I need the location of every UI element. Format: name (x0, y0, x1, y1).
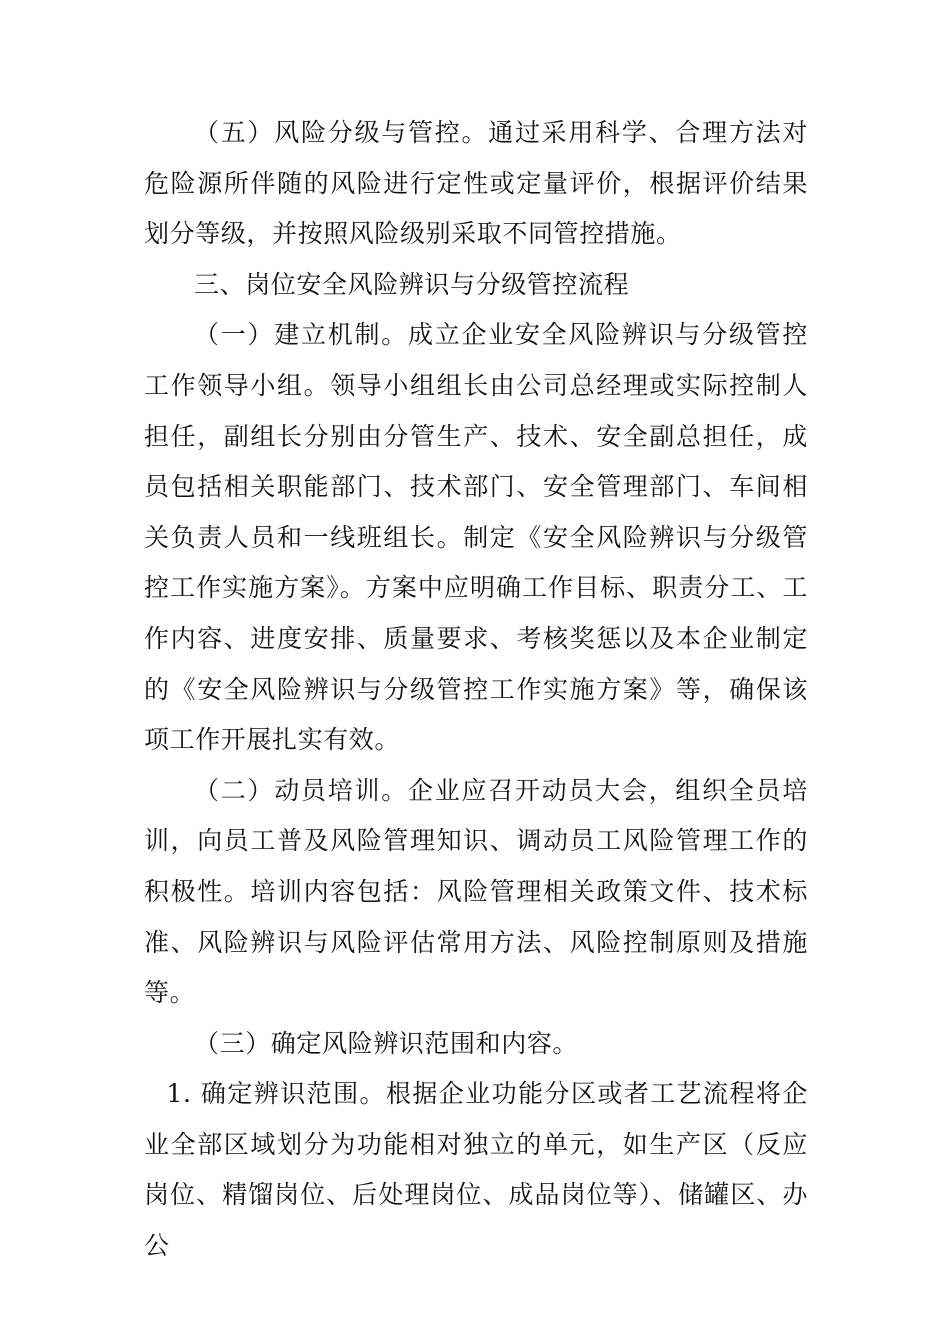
section-heading-process: 三、岗位安全风险辨识与分级管控流程 (194, 269, 630, 299)
paragraph-establish-mechanism: （一）建立机制。成立企业安全风险辨识与分级管控工作领导小组。领导小组组长由公司总经理或实际控制人担任，副组长分别由分管生产、技术、安全副总担任，成员包括相关职能部门、技术部门、安全管理部门、车间相关负责人员和一线班组长。制定《安全风险辨识与分级管控工作实施方案》。方案中应明确工作目标、职责分工、工作内容、进度安排、质量要求、考核奖惩以及本企业制定的《安全风险辨识与分级管控工作实施方案》等，确保该项工作开展扎实有效。 (144, 320, 808, 755)
paragraph-mobilization-training: （二）动员培训。企业应召开动员大会，组织全员培训，向员工普及风险管理知识、调动员工风险管理工作的积极性。培训内容包括：风险管理相关政策文件、技术标准、风险辨识与风险评估常用方法、风险控制原则及措施等。 (144, 775, 808, 1008)
document-body (144, 108, 808, 1272)
paragraph-determine-scope: 1. 确定辨识范围。根据企业功能分区或者工艺流程将企业全部区域划分为功能相对独立的单元，如生产区（反应岗位、精馏岗位、后处理岗位、成品岗位等）、储罐区、办公 (144, 1079, 808, 1261)
paragraph-scope-heading: （三）确定风险辨识范围和内容。 (194, 1028, 579, 1058)
paragraph-risk-grading: （五）风险分级与管控。通过采用科学、合理方法对危险源所伴随的风险进行定性或定量评价，根据评价结果划分等级，并按照风险级别采取不同管控措施。 (144, 118, 808, 249)
